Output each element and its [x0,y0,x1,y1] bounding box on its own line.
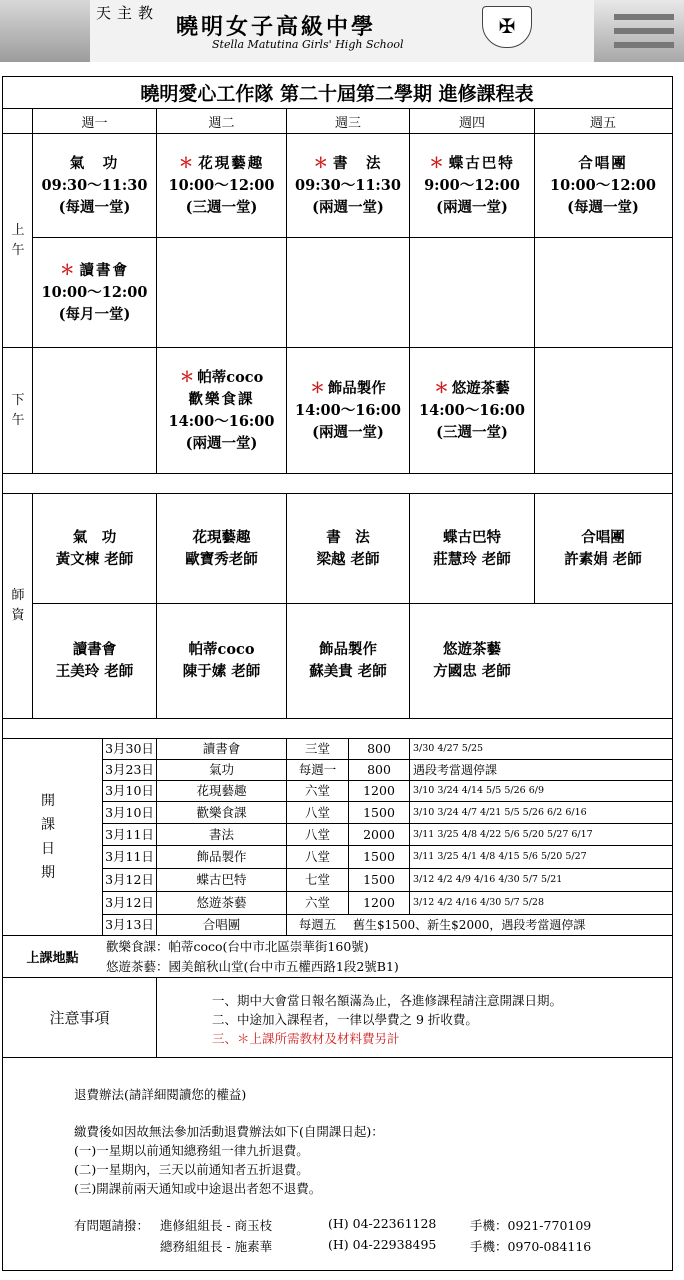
teacher-calligraphy: 書 法 梁越 老師 [316,528,380,568]
notes-label: 注意事項 [49,1009,110,1027]
contact-role: 進修組組長 - 商玉枝 [160,1218,273,1233]
date-course-cell: 悠遊茶藝 [196,895,247,910]
date-sessions-cell: 七堂 [304,872,330,887]
note-item: 二、中途加入課程者，一律以學費之 9 折收費。 [212,1012,478,1027]
contact-role: 總務組組長 - 施素華 [160,1239,273,1254]
date-fee-cell: 1200 [363,895,395,910]
date-note-cell: 3/12 4/2 4/16 4/30 5/7 5/28 [413,897,545,908]
location-line: 悠遊茶藝：國美館秋山堂(台中市五權西路1段2號B1) [106,959,399,974]
required-materials-icon: ＊ [178,154,196,172]
section-label-morning: 上 午 [11,222,25,258]
date-cell: 3月13日 [105,917,154,932]
required-materials-icon: ＊ [434,379,449,397]
date-note-cell: 3/12 4/2 4/9 4/16 4/30 5/7 5/21 [413,874,563,885]
course-calligraphy: ＊ 書 法 09:30～11:30 (兩週一堂) [295,154,401,216]
course-reading-club: ＊ 讀書會 10:00～12:00 (每月一堂) [41,261,148,323]
date-sessions-cell: 六堂 [304,783,330,798]
required-materials-icon: ＊ [310,379,325,397]
date-fee-cell: 1500 [363,872,395,887]
date-course-cell: 花現藝趣 [196,783,247,798]
required-materials-icon: ＊ [60,261,77,279]
date-note-cell: 3/10 3/24 4/7 4/21 5/5 5/26 6/2 6/16 [413,806,587,818]
contact-mobile: 手機：0970-084116 [470,1239,592,1254]
day-header-wed: 週三 [334,115,361,131]
contact-mobile: 手機：0921-770109 [470,1218,592,1233]
date-note-cell: 3/11 3/25 4/8 4/22 5/6 5/20 5/27 6/17 [413,828,593,840]
course-qigong: 氣 功 09:30～11:30 (每週一堂) [41,154,148,216]
location-line: 歡樂食課：帕蒂coco(台中市北區崇華街160號) [106,939,369,954]
campus-photo-left [0,0,90,62]
date-course-cell: 飾品製作 [196,849,247,864]
date-cell: 3月11日 [105,826,154,842]
teacher-flower-art: 花現藝趣 歐寶秀老師 [185,528,258,568]
contact-home-phone: (H) 04-22938495 [328,1237,437,1252]
note-item: 一、期中大會當日報名額滿為止，各進修課程請注意開課日期。 [212,993,563,1008]
contact-home-phone: (H) 04-22361128 [328,1216,437,1231]
date-cell: 3月10日 [105,783,154,798]
teacher-tea-art: 悠遊茶藝 方國忠 老師 [433,641,511,680]
refund-rule: (三)開課前兩天通知或中途退出者恕不退費。 [74,1181,322,1196]
date-note-cell: 3/11 3/25 4/1 4/8 4/15 5/6 5/20 5/27 [413,851,587,862]
course-choir: 合唱團 10:00～12:00 (每週一堂) [550,154,656,216]
date-cell: 3月10日 [105,804,154,820]
teacher-choir: 合唱團 許素娟 老師 [564,528,642,568]
header-church: 天主教 [96,4,160,22]
date-note-cell: 3/10 3/24 4/14 5/5 5/26 6/9 [413,785,545,796]
date-course-cell: 氣功 [208,762,234,777]
date-sessions-cell: 每週一 [298,762,337,777]
header-school-english: Stella Matutina Girls' High School [212,38,404,51]
date-sessions-cell: 八堂 [304,849,330,864]
note-item-materials: 三、＊上課所需教材及材料費另計 [212,1031,400,1046]
header-school-name: 曉明女子高級中學 [176,14,377,40]
date-sessions-cell: 每週五 [298,917,337,932]
day-header-tue: 週二 [208,115,235,131]
section-label-teachers: 師 資 [11,588,25,623]
required-materials-icon: ＊ [429,154,446,172]
teacher-qigong: 氣 功 黃文棟 老師 [55,528,134,568]
date-course-cell: 合唱團 [202,917,241,932]
date-fee-cell: 800 [367,762,391,777]
section-label-afternoon: 下 午 [11,392,25,428]
teacher-patty-coco: 帕蒂coco 陳于嫊 老師 [182,641,261,680]
date-cell: 3月12日 [105,872,154,887]
campus-photo-right [594,0,684,62]
date-course-cell: 蝶古巴特 [196,872,247,887]
date-course-cell: 歡樂食課 [196,804,247,820]
school-crest-icon: ✠ [482,6,532,48]
date-note-cell: 舊生$1500、新生$2000，遇段考當週停課 [353,918,586,932]
date-cell: 3月11日 [105,849,154,864]
teacher-accessories: 飾品製作 蘇美貴 老師 [309,641,387,680]
date-fee-cell: 2000 [363,826,395,842]
refund-heading: 退費辦法(請詳細閱讀您的權益) [74,1087,247,1102]
course-decoupage: ＊ 蝶古巴特 9:00～12:00 (兩週一堂) [424,154,520,216]
teacher-reading-club: 讀書會 王美玲 老師 [55,641,134,680]
teacher-decoupage: 蝶古巴特 莊慧玲 老師 [433,528,511,568]
school-header [0,0,684,62]
course-flower-art: ＊ 花現藝趣 10:00～12:00 (三週一堂) [168,154,275,216]
required-materials-icon: ＊ [313,154,330,172]
date-cell: 3月23日 [105,762,154,777]
date-fee-cell: 1200 [363,783,395,798]
contact-prefix: 有問題請撥： [74,1218,150,1233]
refund-rule: (二)一星期內，三天以前通知者五折退費。 [74,1162,309,1177]
date-sessions-cell: 八堂 [304,826,330,842]
day-header-thu: 週四 [458,115,485,131]
date-fee-cell: 800 [367,741,391,756]
page-title: 曉明愛心工作隊 第二十屆第二學期 進修課程表 [140,83,534,105]
date-course-cell: 讀書會 [202,741,241,756]
day-header-mon: 週一 [81,115,108,131]
date-note-cell: 3/30 4/27 5/25 [413,743,484,754]
date-sessions-cell: 六堂 [304,895,330,910]
date-cell: 3月30日 [105,741,154,756]
section-label-dates: 開 課 日 期 [41,793,55,881]
day-header-fri: 週五 [589,115,616,131]
date-fee-cell: 1500 [363,804,395,820]
course-accessories: ＊ 飾品製作 14:00～16:00 (兩週一堂) [295,379,401,441]
location-label: 上課地點 [26,951,79,966]
refund-rule: (一)一星期以前通知總務組一律九折退費。 [74,1143,309,1158]
course-tea-art: ＊ 悠遊茶藝 14:00～16:00 (三週一堂) [419,379,525,441]
date-fee-cell: 1500 [363,849,395,864]
date-course-cell: 書法 [208,826,234,842]
date-sessions-cell: 八堂 [304,804,330,820]
required-materials-icon: ＊ [179,368,195,386]
date-cell: 3月12日 [105,895,154,910]
date-note-cell: 遇段考當週停課 [413,763,498,777]
refund-intro: 繳費後如因故無法參加活動退費辦法如下(自開課日起)： [74,1124,384,1139]
date-sessions-cell: 三堂 [304,741,330,756]
course-patty-coco: ＊ 帕蒂coco 歡樂食課 14:00～16:00 (兩週一堂) [168,368,275,452]
